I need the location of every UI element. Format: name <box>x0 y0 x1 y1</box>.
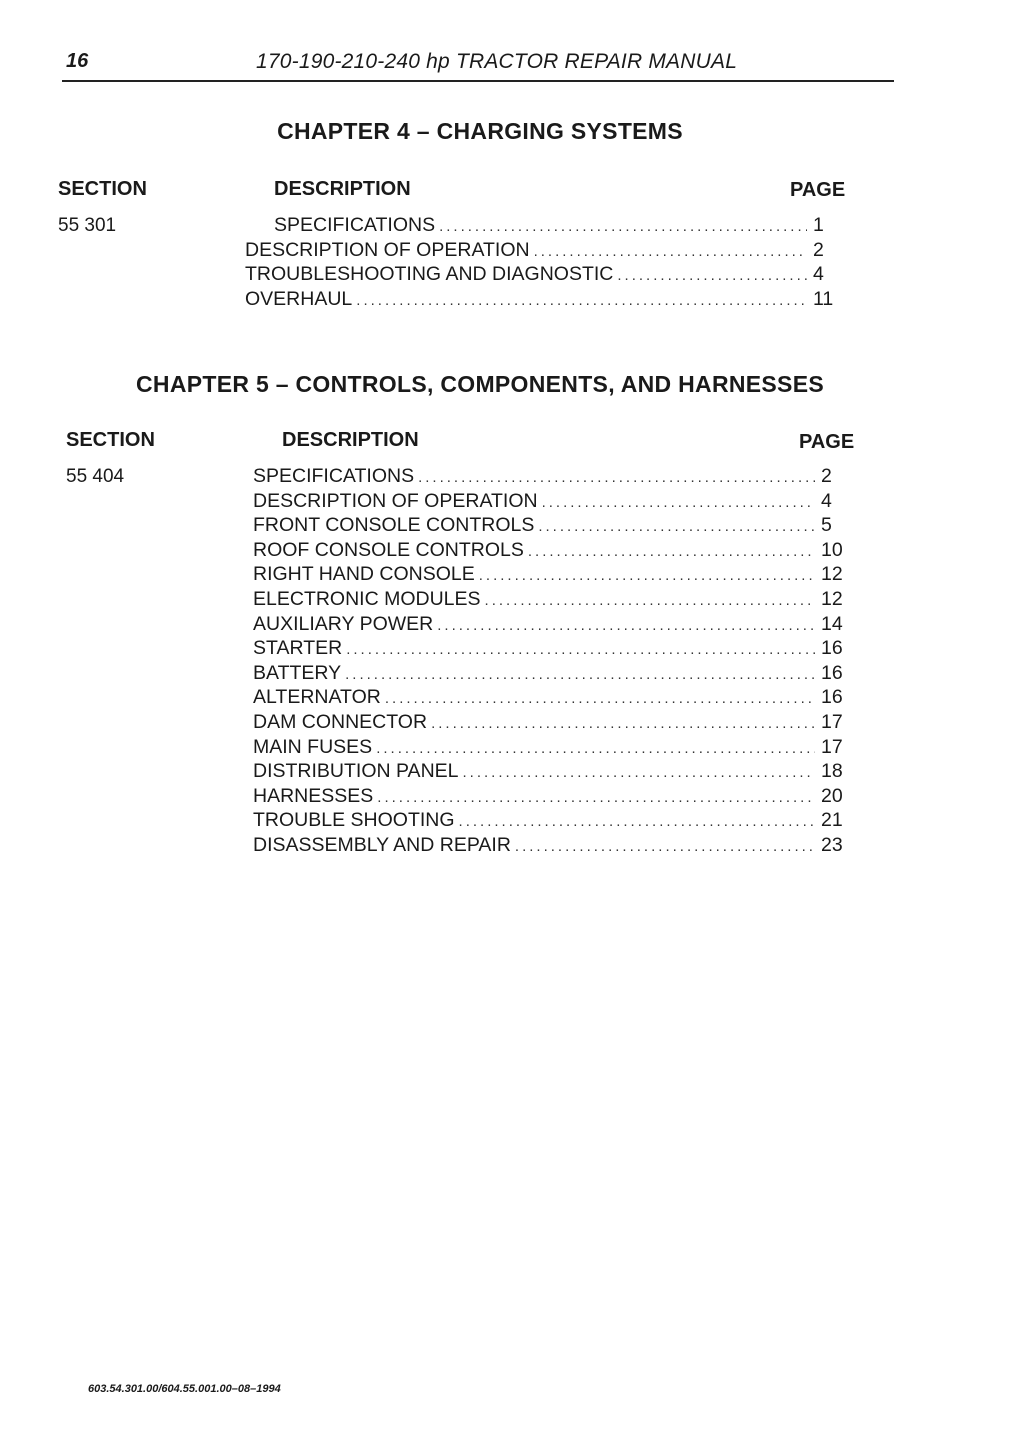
toc-entry-page: 4 <box>813 263 824 286</box>
toc-entry-page: 17 <box>821 710 843 733</box>
toc-entry-label: TROUBLESHOOTING AND DIAGNOSTIC <box>245 263 614 286</box>
dot-leader <box>485 592 815 609</box>
toc-entry[interactable] <box>253 785 843 810</box>
toc-entry-page: 5 <box>821 514 832 537</box>
chapter-5-section-header: SECTION <box>66 429 155 451</box>
toc-entry[interactable] <box>253 662 843 687</box>
chapter-4-section-header: SECTION <box>58 178 147 200</box>
dot-leader <box>437 617 815 634</box>
toc-entry-page: 2 <box>821 465 832 487</box>
chapter-4-title: CHAPTER 4 – CHARGING SYSTEMS <box>277 118 683 144</box>
dot-leader <box>528 543 815 560</box>
toc-entry-page: 20 <box>821 784 843 807</box>
toc-entry-label: OVERHAUL <box>245 287 353 310</box>
toc-entry-page: 16 <box>821 637 843 660</box>
toc-entry[interactable] <box>253 465 843 490</box>
toc-entry[interactable] <box>253 637 843 662</box>
toc-entry[interactable] <box>253 711 843 736</box>
toc-entry-label: MAIN FUSES <box>253 735 373 758</box>
toc-entry-page: 2 <box>813 238 824 261</box>
toc-entry-page: 14 <box>821 612 843 635</box>
toc-entry[interactable] <box>253 760 843 785</box>
dot-leader <box>385 690 815 707</box>
toc-entry-page: 12 <box>821 563 843 586</box>
toc-entry[interactable] <box>245 239 835 264</box>
toc-entry[interactable] <box>253 736 843 761</box>
toc-entry-label: DAM CONNECTOR <box>253 710 428 733</box>
chapter-5-description-header: DESCRIPTION <box>282 429 419 451</box>
toc-entry[interactable] <box>253 563 843 588</box>
toc-entry-label: DISASSEMBLY AND REPAIR <box>253 833 511 856</box>
toc-entry-label: DESCRIPTION OF OPERATION <box>245 238 530 261</box>
dot-leader <box>431 715 815 732</box>
toc-entry[interactable] <box>245 214 835 239</box>
manual-title: 170-190-210-240 hp TRACTOR REPAIR MANUAL <box>256 50 738 73</box>
dot-leader <box>346 641 815 658</box>
footer-document-code: 603.54.301.00/604.55.001.00–08–1994 <box>88 1383 281 1395</box>
toc-entry-label: AUXILIARY POWER <box>253 612 434 635</box>
dot-leader <box>377 789 815 806</box>
chapter-5-toc-list <box>253 465 843 859</box>
page-number: 16 <box>66 50 89 72</box>
chapter-4-page-header: PAGE <box>790 179 846 201</box>
dot-leader <box>459 813 815 830</box>
toc-entry[interactable] <box>253 588 843 613</box>
dot-leader <box>538 518 815 535</box>
toc-entry[interactable] <box>253 490 843 515</box>
toc-entry-page: 21 <box>821 809 843 832</box>
toc-entry[interactable] <box>253 686 843 711</box>
toc-entry-label: ALTERNATOR <box>253 686 381 709</box>
toc-entry-label: ELECTRONIC MODULES <box>253 587 481 610</box>
chapter-4-section-code: 55 301 <box>58 215 117 236</box>
toc-entry-page: 1 <box>813 214 824 236</box>
toc-entry-page: 17 <box>821 735 843 758</box>
dot-leader <box>376 740 815 757</box>
toc-entry[interactable] <box>253 514 843 539</box>
dot-leader <box>439 218 807 235</box>
toc-entry[interactable] <box>253 539 843 564</box>
toc-entry-label: FRONT CONSOLE CONTROLS <box>253 514 535 537</box>
toc-entry-page: 18 <box>821 760 843 783</box>
toc-entry-label: HARNESSES <box>253 784 374 807</box>
dot-leader <box>617 267 807 284</box>
toc-entry[interactable] <box>245 263 835 288</box>
toc-entry-label: SPECIFICATIONS <box>274 214 436 236</box>
chapter-5-section-code: 55 404 <box>66 466 125 487</box>
toc-entry-label: DESCRIPTION OF OPERATION <box>253 489 538 512</box>
dot-leader <box>479 567 815 584</box>
dot-leader <box>418 469 815 486</box>
toc-entry-page: 23 <box>821 833 843 856</box>
chapter-5-title: CHAPTER 5 – CONTROLS, COMPONENTS, AND HARNESSES <box>136 371 824 397</box>
dot-leader <box>534 243 807 260</box>
chapter-4-toc-list <box>245 214 835 312</box>
toc-entry-label: RIGHT HAND CONSOLE <box>253 563 475 586</box>
chapter-4-description-header: DESCRIPTION <box>274 178 411 200</box>
chapter-5-page-header: PAGE <box>799 431 855 453</box>
dot-leader <box>463 764 815 781</box>
toc-entry-page: 10 <box>821 538 843 561</box>
toc-entry-label: ROOF CONSOLE CONTROLS <box>253 538 524 561</box>
page-header <box>62 46 894 82</box>
toc-entry-page: 12 <box>821 587 843 610</box>
toc-entry[interactable] <box>253 834 843 859</box>
dot-leader <box>542 494 815 511</box>
toc-entry[interactable] <box>245 288 835 313</box>
toc-entry-label: STARTER <box>253 637 343 660</box>
dot-leader <box>515 838 815 855</box>
toc-entry[interactable] <box>253 809 843 834</box>
toc-entry-label: SPECIFICATIONS <box>253 465 415 487</box>
dot-leader <box>356 292 807 309</box>
toc-entry-page: 11 <box>813 287 834 310</box>
toc-entry[interactable] <box>253 613 843 638</box>
dot-leader <box>345 666 815 683</box>
toc-entry-label: BATTERY <box>253 661 342 684</box>
toc-entry-page: 16 <box>821 686 843 709</box>
toc-entry-page: 16 <box>821 661 843 684</box>
toc-entry-label: TROUBLE SHOOTING <box>253 809 455 832</box>
toc-entry-page: 4 <box>821 489 832 512</box>
toc-entry-label: DISTRIBUTION PANEL <box>253 760 459 783</box>
